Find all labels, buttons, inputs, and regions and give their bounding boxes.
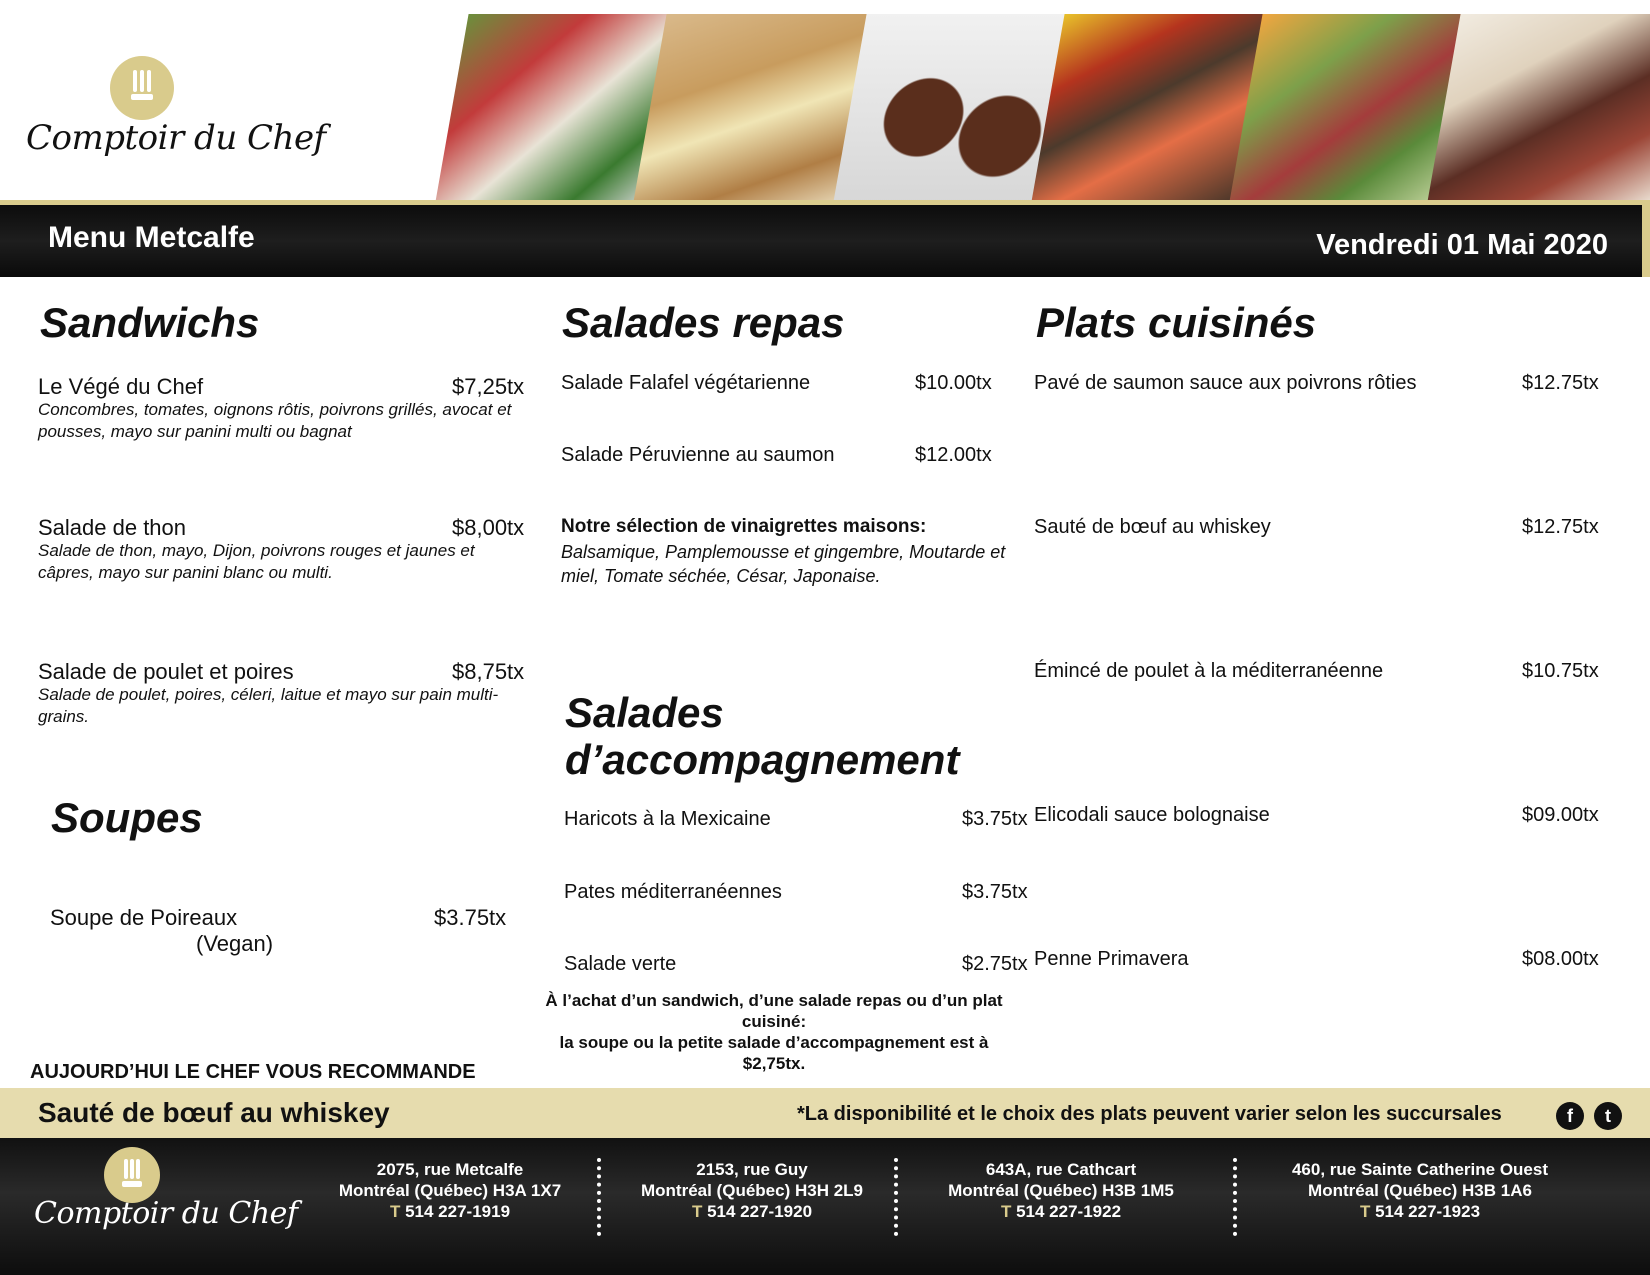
section-title-salades-repas: Salades repas <box>562 299 845 346</box>
location-phone: 514 227-1922 <box>1016 1202 1122 1221</box>
vinaigrettes-title: Notre sélection de vinaigrettes maisons: <box>561 516 927 537</box>
menu-date: Vendredi 01 Mai 2020 <box>1316 229 1608 261</box>
item-name: Pavé de saumon sauce aux poivrons rôties <box>1034 372 1417 394</box>
location-city: Montréal (Québec) H3B 1A6 <box>1308 1181 1532 1200</box>
location-divider <box>1233 1158 1237 1236</box>
item-price: $10.75tx <box>1522 660 1599 682</box>
menu-title: Menu Metcalfe <box>48 221 255 254</box>
promo-line: $2,75tx. <box>742 1054 806 1073</box>
item-price: $7,25tx <box>452 374 525 399</box>
location-divider <box>597 1158 601 1236</box>
chef-hat-icon <box>104 1147 160 1203</box>
item-subtitle: (Vegan) <box>196 931 274 956</box>
item-desc: Concombres, tomates, oignons rôtis, poivrons grillés, avocat et pousses, mayo sur panini multi ou bagnat <box>38 400 512 441</box>
section-title-salades-accomp-2: d’accompagnement <box>565 736 960 783</box>
promo-line: À l’achat d’un sandwich, d’une salade repas ou d’un plat <box>545 991 1003 1010</box>
item-name: Salade de thon <box>38 515 187 540</box>
item-name: Salade Falafel végétarienne <box>561 372 811 394</box>
location-guy <box>612 1159 892 1222</box>
logo-text: Comptoir du Chef <box>26 118 326 158</box>
item-price: $12.75tx <box>1522 516 1599 538</box>
facebook-icon[interactable]: f <box>1556 1102 1584 1130</box>
item-name: Salade verte <box>564 953 677 975</box>
chef-hat-icon <box>110 56 174 120</box>
photo-wrap <box>1427 14 1650 202</box>
item-price: $09.00tx <box>1522 804 1599 826</box>
promo-note <box>514 990 1034 1074</box>
item-name: Penne Primavera <box>1034 948 1189 970</box>
location-street: 460, rue Sainte Catherine Ouest <box>1291 1160 1549 1179</box>
phone-prefix: T <box>1000 1202 1012 1221</box>
location-city: Montréal (Québec) H3H 2L9 <box>641 1181 863 1200</box>
footer-logo-text: Comptoir du Chef <box>34 1196 298 1231</box>
item-price: $8,00tx <box>452 515 525 540</box>
item-price: $2.75tx <box>962 953 1028 975</box>
item-name: Salade Péruvienne au saumon <box>561 444 835 466</box>
item-price: $3.75tx <box>962 881 1028 903</box>
location-street: 2153, rue Guy <box>696 1160 808 1179</box>
location-city: Montréal (Québec) H3A 1X7 <box>338 1181 562 1200</box>
item-name: Le Végé du Chef <box>38 374 204 399</box>
item-price: $12.75tx <box>1522 372 1599 394</box>
header-logo <box>0 0 430 200</box>
vinaigrettes-list: Balsamique, Pamplemousse et gingembre, Moutarde et miel, Tomate séchée, César, Japonaise. <box>561 542 1006 586</box>
section-title-salades-accomp-1: Salades <box>565 689 724 736</box>
location-phone: 514 227-1923 <box>1375 1202 1481 1221</box>
promo-line: la soupe ou la petite salade d’accompagnement est à <box>559 1033 989 1052</box>
phone-prefix: T <box>389 1202 401 1221</box>
promo-line: cuisiné: <box>741 1012 807 1031</box>
section-title-sandwichs: Sandwichs <box>40 299 260 346</box>
location-metcalfe <box>310 1159 590 1222</box>
item-name: Émincé de poulet à la méditerranéenne <box>1034 660 1384 682</box>
item-price: $12.00tx <box>915 444 992 466</box>
item-desc: Salade de thon, mayo, Dijon, poivrons rouges et jaunes et câpres, mayo sur panini blanc ou multi. <box>38 541 475 582</box>
item-desc: Salade de poulet, poires, céleri, laitue et mayo sur pain multi-grains. <box>38 685 499 726</box>
location-sainte-catherine <box>1260 1159 1580 1222</box>
item-price: $3.75tx <box>962 808 1028 830</box>
item-name: Soupe de Poireaux <box>50 905 238 930</box>
item-name: Sauté de bœuf au whiskey <box>1034 516 1271 538</box>
location-street: 2075, rue Metcalfe <box>376 1160 524 1179</box>
item-price: $3.75tx <box>434 905 507 930</box>
item-name: Haricots à la Mexicaine <box>564 808 771 830</box>
recommended-dish: Sauté de bœuf au whiskey <box>38 1097 390 1128</box>
section-title-soupes: Soupes <box>51 794 203 841</box>
section-title-plats: Plats cuisinés <box>1036 299 1317 346</box>
item-name: Salade de poulet et poires <box>38 659 294 684</box>
availability-note: *La disponibilité et le choix des plats peuvent varier selon les succursales <box>797 1103 1502 1125</box>
item-name: Elicodali sauce bolognaise <box>1034 804 1270 826</box>
location-cathcart <box>921 1159 1201 1222</box>
location-divider <box>894 1158 898 1236</box>
phone-prefix: T <box>1359 1202 1371 1221</box>
location-phone: 514 227-1920 <box>707 1202 813 1221</box>
location-street: 643A, rue Cathcart <box>985 1160 1137 1179</box>
location-city: Montréal (Québec) H3B 1M5 <box>948 1181 1174 1200</box>
phone-prefix: T <box>691 1202 703 1221</box>
item-name: Pates méditerranéennes <box>564 881 782 903</box>
item-price: $08.00tx <box>1522 948 1599 970</box>
twitter-icon[interactable]: t <box>1594 1102 1622 1130</box>
item-price: $10.00tx <box>915 372 992 394</box>
header-food-photos <box>432 14 1650 202</box>
item-price: $8,75tx <box>452 659 525 684</box>
location-phone: 514 227-1919 <box>405 1202 511 1221</box>
chef-recommends-label: AUJOURD’HUI LE CHEF VOUS RECOMMANDE <box>30 1061 476 1083</box>
